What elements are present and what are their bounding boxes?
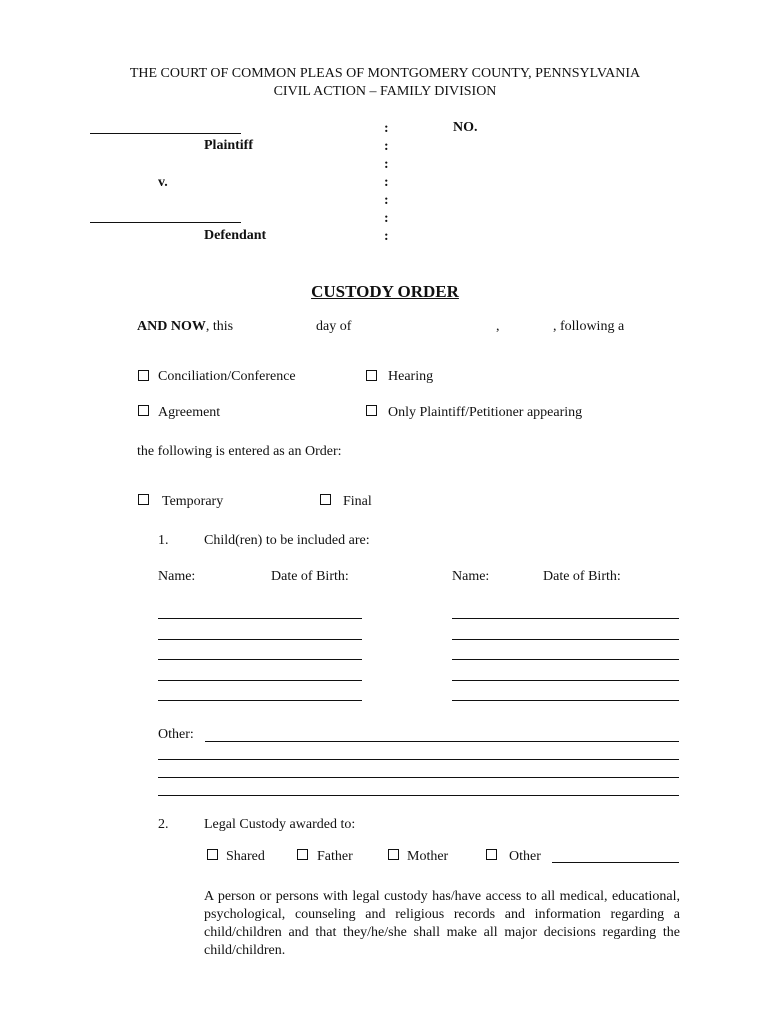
mother-checkbox[interactable] bbox=[388, 849, 399, 860]
versus-label: v. bbox=[158, 175, 168, 190]
plaintiff-label: Plaintiff bbox=[204, 138, 253, 153]
division-heading: CIVIL ACTION – FAMILY DIVISION bbox=[273, 84, 497, 99]
caption-colon: : bbox=[384, 121, 389, 136]
mother-label: Mother bbox=[407, 849, 449, 864]
temporary-checkbox[interactable] bbox=[138, 494, 149, 505]
order-intro-text: the following is entered as an Order: bbox=[137, 444, 342, 459]
child-entry-line[interactable] bbox=[452, 700, 679, 701]
defendant-name-line[interactable] bbox=[90, 222, 241, 223]
child-entry-line[interactable] bbox=[452, 680, 679, 681]
caption-colon: : bbox=[384, 139, 389, 154]
child-name-header: Name: bbox=[158, 569, 196, 584]
this-text: , this bbox=[205, 319, 234, 334]
legal-custody-paragraph: A person or persons with legal custody has/have access to all medical, educational, psychological, counseling and religious records and information regarding a child/children and that they/he/she shall make all major decisions regarding the child/children. bbox=[204, 889, 680, 958]
agreement-checkbox[interactable] bbox=[138, 405, 149, 416]
other-entry-line[interactable] bbox=[205, 741, 679, 742]
hearing-checkbox[interactable] bbox=[366, 370, 377, 381]
other-custody-label: Other bbox=[509, 849, 541, 864]
other-label: Other: bbox=[158, 727, 194, 742]
agreement-label: Agreement bbox=[158, 405, 221, 420]
child-entry-line[interactable] bbox=[452, 618, 679, 619]
other-custody-checkbox[interactable] bbox=[486, 849, 497, 860]
court-heading: THE COURT OF COMMON PLEAS OF MONTGOMERY COUNTY, PENNSYLVANIA bbox=[129, 66, 641, 81]
child-entry-line[interactable] bbox=[158, 618, 362, 619]
section-2-heading: Legal Custody awarded to: bbox=[204, 817, 356, 832]
conciliation-checkbox[interactable] bbox=[138, 370, 149, 381]
section-1-number: 1. bbox=[158, 533, 169, 548]
preamble-and-now bbox=[137, 319, 233, 335]
final-label: Final bbox=[343, 494, 372, 509]
following-a-text: , following a bbox=[553, 319, 625, 334]
section-1-heading: Child(ren) to be included are: bbox=[204, 533, 370, 548]
caption-colon: : bbox=[384, 175, 389, 190]
shared-checkbox[interactable] bbox=[207, 849, 218, 860]
other-entry-line[interactable] bbox=[158, 777, 679, 778]
plaintiff-name-line[interactable] bbox=[90, 133, 241, 134]
temporary-label: Temporary bbox=[162, 494, 224, 509]
child-dob-header: Date of Birth: bbox=[543, 569, 621, 584]
only-plaintiff-checkbox[interactable] bbox=[366, 405, 377, 416]
caption-colon: : bbox=[384, 193, 389, 208]
child-entry-line[interactable] bbox=[452, 639, 679, 640]
father-checkbox[interactable] bbox=[297, 849, 308, 860]
defendant-label: Defendant bbox=[204, 228, 267, 243]
other-custody-line[interactable] bbox=[552, 862, 679, 863]
document-title: CUSTODY ORDER bbox=[311, 282, 459, 301]
and-now-text: AND NOW bbox=[137, 319, 206, 334]
other-entry-line[interactable] bbox=[158, 759, 679, 760]
child-name-header: Name: bbox=[452, 569, 490, 584]
father-label: Father bbox=[317, 849, 353, 864]
child-entry-line[interactable] bbox=[158, 700, 362, 701]
child-dob-header: Date of Birth: bbox=[271, 569, 349, 584]
date-comma: , bbox=[496, 319, 500, 334]
case-number-label: NO. bbox=[453, 120, 478, 135]
child-entry-line[interactable] bbox=[158, 680, 362, 681]
section-2-number: 2. bbox=[158, 817, 169, 832]
shared-label: Shared bbox=[226, 849, 265, 864]
caption-colon: : bbox=[384, 229, 389, 244]
child-entry-line[interactable] bbox=[158, 659, 362, 660]
hearing-label: Hearing bbox=[388, 369, 434, 384]
day-of-text: day of bbox=[316, 319, 352, 334]
caption-colon: : bbox=[384, 211, 389, 226]
caption-colon: : bbox=[384, 157, 389, 172]
conciliation-label: Conciliation/Conference bbox=[158, 369, 296, 384]
only-plaintiff-label: Only Plaintiff/Petitioner appearing bbox=[388, 405, 583, 420]
final-checkbox[interactable] bbox=[320, 494, 331, 505]
child-entry-line[interactable] bbox=[158, 639, 362, 640]
other-entry-line[interactable] bbox=[158, 795, 679, 796]
child-entry-line[interactable] bbox=[452, 659, 679, 660]
